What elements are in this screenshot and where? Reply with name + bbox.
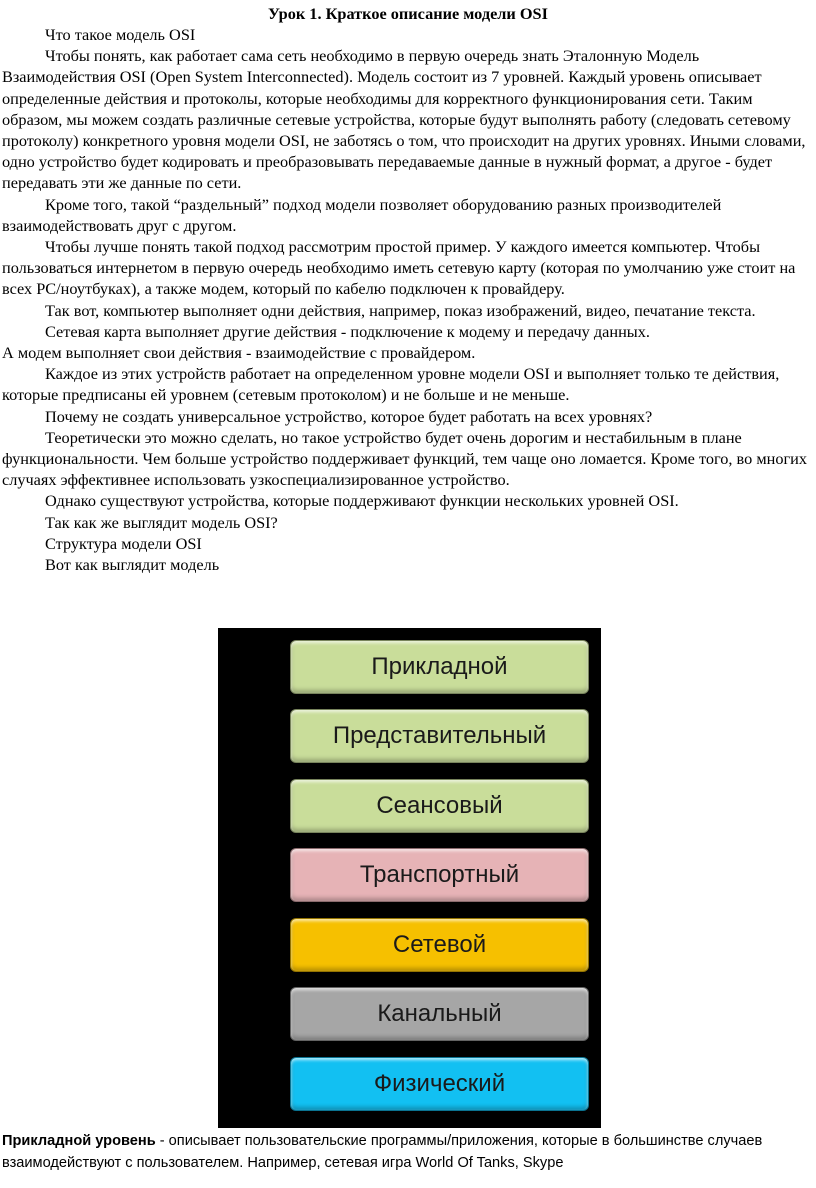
paragraph-here-model: Вот как выглядит модель (45, 555, 220, 575)
layer-network: Сетевой (290, 918, 589, 972)
page-title: Урок 1. Краткое описание модели OSI (268, 4, 548, 23)
layer-data-link: Канальный (290, 987, 589, 1041)
application-layer-term: Прикладной уровень (2, 1133, 156, 1149)
paragraph-osi-definition: Чтобы понять, как работает сама сеть необходимо в первую очередь знать Эталонную Модель Взаимодействия OSI (Open System Interconnected). Модель состоит из 7 уровней. Каждый уровень описывает определенные действия и протоколы, которые необходимы для корректного функционирования сети. Таким образом, мы можем создать различные сетевые устройства, которые будут выполнять работу (следовать сетевому протоколу) конкретного уровня модели OSI, не заботясь о том, что происходит на других уровнях. Иными словами, одно устройство будет кодировать и преобразовывать передаваемые данные в нужный формат, а другое - будет передавать эти же данные по сети. (2, 46, 806, 193)
paragraph-structure: Структура модели OSI (45, 533, 202, 553)
layer-presentation: Представительный (290, 709, 589, 763)
paragraph-example: Чтобы лучше понять такой подход рассмотрим простой пример. У каждого имеется компьютер. Чтобы пользоваться интернетом в первую очередь необходимо иметь сетевую карту (которая по умолчанию уже стоит на всех PC/ноутбуках), а также модем, который по кабелю подключен к провайдеру. (2, 237, 796, 299)
paragraph-network-card: Сетевая карта выполняет другие действия - подключение к модему и передачу данных. (45, 321, 650, 341)
document-page (0, 0, 816, 575)
layer-transport: Транспортный (290, 848, 589, 902)
application-layer-description (0, 1130, 812, 1174)
layer-session: Сеансовый (290, 779, 589, 833)
paragraph-computer: Так вот, компьютер выполняет одни действия, например, показ изображений, видео, печатание текста. (45, 300, 756, 320)
application-layer-text: - описывает пользовательские программы/приложения, которые в большинстве случаев взаимодействуют с пользователем. Например, сетевая игра World Of Tanks, Skype (2, 1133, 763, 1171)
paragraph-how-looks: Так как же выглядит модель OSI? (45, 512, 278, 532)
paragraph-theoretically: Теоретически это можно сделать, но такое устройство будет очень дорогим и нестабильным в плане функциональности. Чем больше устройство поддерживает функций, тем чаще оно ломается. Кроме того, во многих случаях эффективнее использовать узкоспециализированное устройство. (2, 427, 808, 490)
layer-physical: Физический (290, 1057, 589, 1111)
paragraph-multilayer-devices: Однако существуют устройства, которые поддерживают функции нескольких уровней OSI. (45, 491, 679, 511)
layer-application: Прикладной (290, 640, 589, 694)
paragraph-intro-heading: Что такое модель OSI (45, 25, 196, 44)
paragraph-each-device: Каждое из этих устройств работает на определенном уровне модели OSI и выполняет только те действия, которые предписаны ей уровнем (сетевым протоколом) и не больше и не меньше. (2, 364, 780, 405)
paragraph-separate-approach: Кроме того, такой “раздельный” подход модели позволяет оборудованию разных производителей взаимодействовать друг с другом. (2, 194, 722, 235)
osi-model-diagram (218, 628, 601, 1128)
paragraph-universal-question: Почему не создать универсальное устройство, которое будет работать на всех уровнях? (45, 406, 653, 426)
paragraph-modem: А модем выполняет свои действия - взаимодействие с провайдером. (2, 343, 476, 363)
